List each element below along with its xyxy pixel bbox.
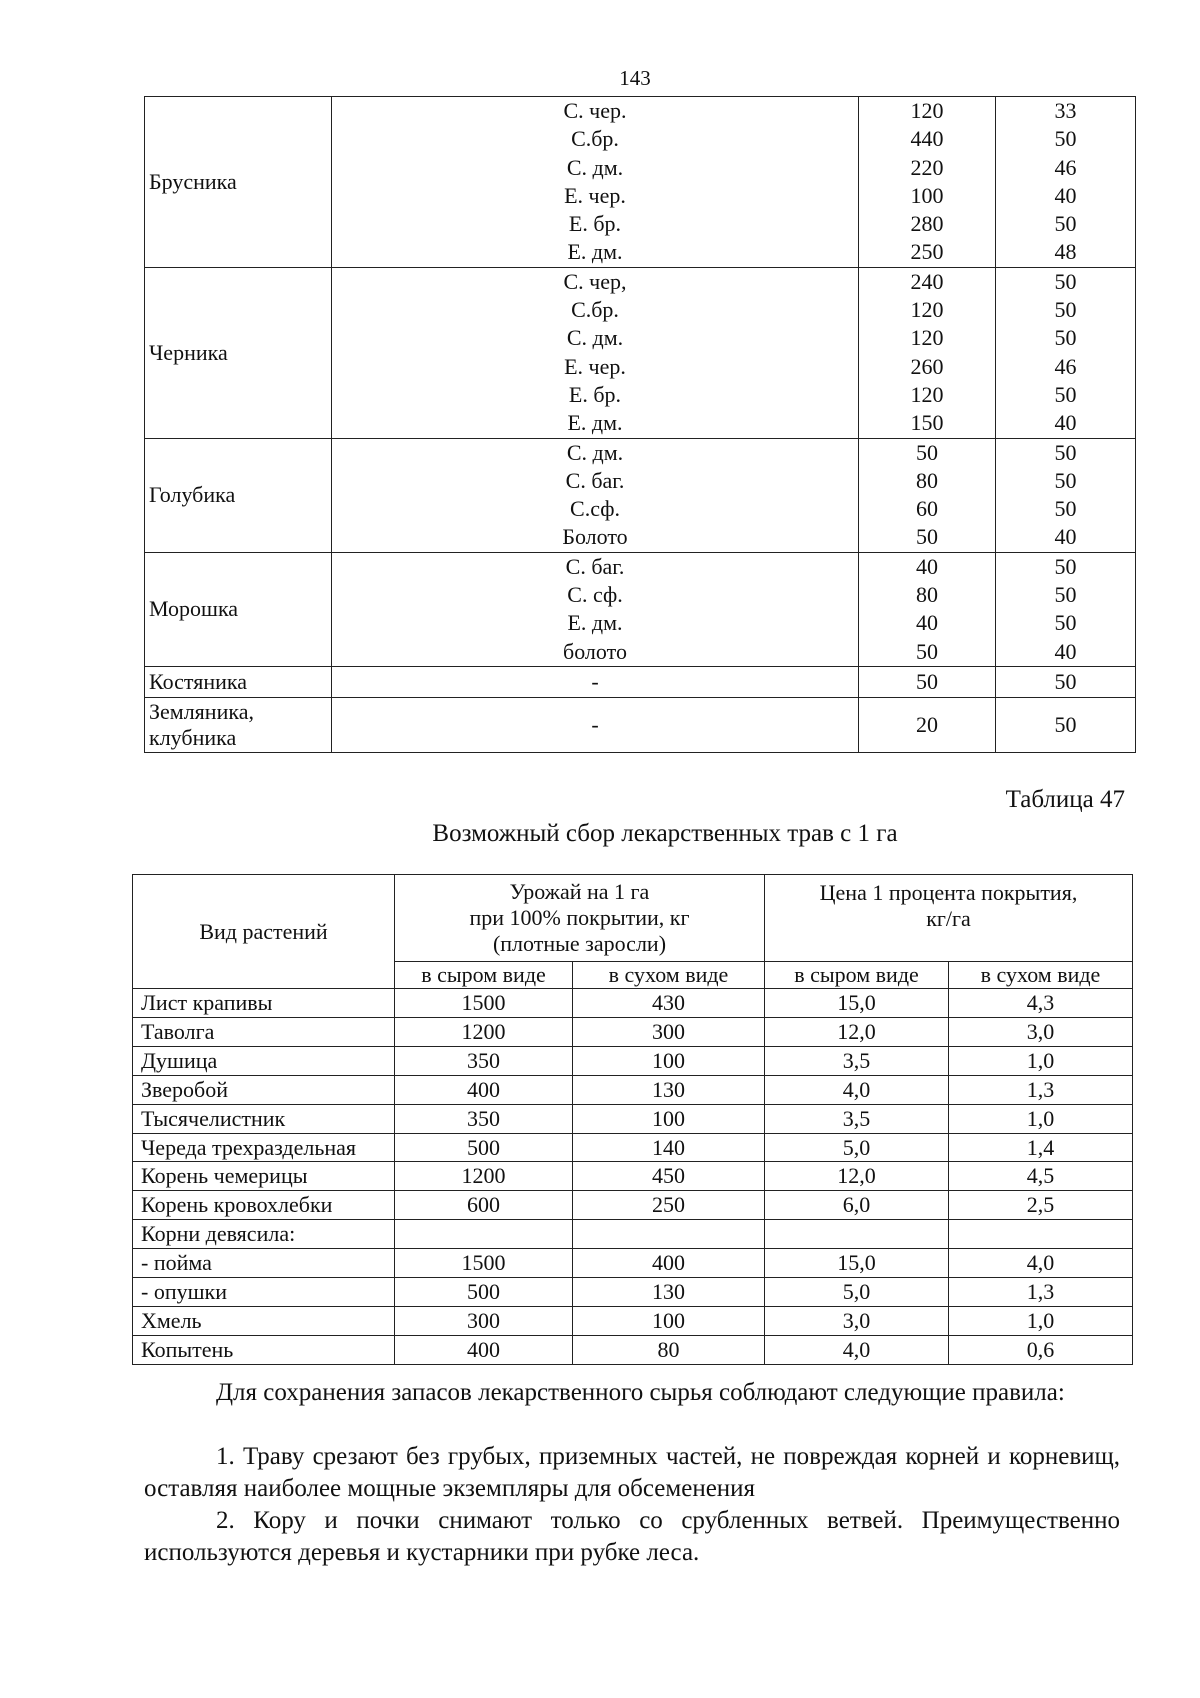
yield-dry: 100: [573, 1306, 765, 1335]
price-raw-header: в сыром виде: [765, 962, 949, 989]
forest-type: С. баг.: [565, 467, 625, 493]
berry-yield-table: [144, 96, 1136, 753]
value-a: 120: [910, 325, 944, 351]
price-raw: 15,0: [765, 1249, 949, 1278]
value-a-cell: [859, 438, 996, 552]
yield-raw-header: в сыром виде: [395, 962, 573, 989]
berry-name: Черника: [145, 267, 332, 438]
price-header-line: кг/га: [926, 906, 971, 931]
value-b: 40: [1054, 638, 1077, 664]
value-a: 80: [916, 582, 938, 608]
value-a: 50: [916, 439, 938, 465]
value-a: 150: [910, 410, 944, 436]
forest-type: С.бр.: [571, 297, 619, 323]
yield-raw: [395, 1220, 573, 1249]
value-a: 60: [916, 496, 938, 522]
value-a: 440: [910, 126, 944, 152]
value-a: 20: [859, 697, 996, 752]
forest-type: С. чер.: [563, 98, 627, 123]
herb-name: Корень чемерицы: [133, 1162, 395, 1191]
yield-dry: 450: [573, 1162, 765, 1191]
value-b-cell: [996, 552, 1136, 666]
price-dry: 1,0: [949, 1306, 1133, 1335]
herb-name: Зверобой: [133, 1075, 395, 1104]
value-b: 50: [1054, 325, 1077, 351]
price-header-line: Цена 1 процента покрытия,: [819, 880, 1078, 905]
forest-type: С.бр.: [571, 126, 619, 152]
forest-type: Е. дм.: [567, 239, 623, 265]
yield-header: [395, 875, 765, 962]
value-b: 48: [1054, 239, 1077, 265]
berry-name-line: клубника: [149, 724, 237, 750]
yield-raw: 350: [395, 1046, 573, 1075]
herb-name: Копытень: [133, 1335, 395, 1364]
table-row: [145, 697, 1136, 752]
yield-raw: 300: [395, 1306, 573, 1335]
table-row: [133, 1191, 1133, 1220]
yield-dry: 140: [573, 1133, 765, 1162]
table-row: [133, 989, 1133, 1018]
value-b: 33: [1054, 98, 1077, 123]
value-a: 260: [910, 353, 944, 379]
price-dry: 4,0: [949, 1249, 1133, 1278]
forest-type-cell: [332, 438, 859, 552]
price-dry: 1,3: [949, 1278, 1133, 1307]
value-a: 250: [910, 239, 944, 265]
herb-table-body: [133, 989, 1133, 1365]
berry-name: Брусника: [145, 97, 332, 268]
herb-name: Душица: [133, 1046, 395, 1075]
forest-type: С. чер,: [563, 268, 627, 294]
table-row: [133, 1220, 1133, 1249]
value-a: 100: [910, 182, 944, 208]
price-raw: [765, 1220, 949, 1249]
paragraph: 2. Кору и почки снимают только со срубленных ветвей. Преимущественно используются деревья и кустарники при рубке леса.: [144, 1507, 1120, 1566]
forest-type: С. дм.: [566, 439, 624, 465]
forest-type: Болото: [562, 524, 628, 550]
value-a: 40: [916, 553, 938, 579]
forest-type: -: [332, 697, 859, 752]
yield-raw: 1200: [395, 1162, 573, 1191]
value-b: 50: [1054, 381, 1077, 407]
forest-type: С. сф.: [567, 582, 623, 608]
yield-dry: 430: [573, 989, 765, 1018]
value-a: 80: [916, 467, 938, 493]
price-dry: 4,3: [949, 989, 1133, 1018]
yield-raw: 1200: [395, 1017, 573, 1046]
herb-name: Таволга: [133, 1017, 395, 1046]
herb-yield-table: [132, 874, 1133, 1365]
price-raw: 15,0: [765, 989, 949, 1018]
berry-name: Костяника: [145, 666, 332, 697]
price-raw: 3,5: [765, 1046, 949, 1075]
price-header: [765, 875, 1133, 962]
forest-type: Е. бр.: [568, 381, 622, 407]
table-row: [133, 1046, 1133, 1075]
forest-type: Е. дм.: [567, 610, 623, 636]
herb-name: - опушки: [133, 1278, 395, 1307]
value-b: 50: [1054, 268, 1077, 294]
price-raw: 5,0: [765, 1133, 949, 1162]
price-raw: 12,0: [765, 1017, 949, 1046]
forest-type: Е. чер.: [564, 182, 626, 208]
value-a: 40: [916, 610, 938, 636]
price-dry: [949, 1220, 1133, 1249]
value-b: 46: [1054, 353, 1077, 379]
value-a: 50: [916, 638, 938, 664]
value-b: 50: [1054, 582, 1077, 608]
yield-dry: 80: [573, 1335, 765, 1364]
value-b: 50: [1054, 297, 1077, 323]
yield-dry: 100: [573, 1046, 765, 1075]
herb-name: Корни девясила:: [133, 1220, 395, 1249]
value-b-cell: [996, 267, 1136, 438]
yield-dry: 250: [573, 1191, 765, 1220]
table-row: [145, 666, 1136, 697]
yield-raw: 1500: [395, 989, 573, 1018]
value-b: 50: [1054, 126, 1077, 152]
table-row: [133, 1335, 1133, 1364]
table-row: [145, 97, 1136, 268]
herb-name: Лист крапивы: [133, 989, 395, 1018]
yield-raw: 400: [395, 1075, 573, 1104]
yield-raw: 1500: [395, 1249, 573, 1278]
price-dry: 0,6: [949, 1335, 1133, 1364]
value-a: 50: [859, 666, 996, 697]
value-b: 40: [1054, 410, 1077, 436]
table-row: [133, 1306, 1133, 1335]
value-b: 50: [1054, 496, 1077, 522]
price-dry: 2,5: [949, 1191, 1133, 1220]
forest-type: С. баг.: [565, 553, 625, 579]
paragraph: Для сохранения запасов лекарственного сырья соблюдают следующие правила:: [216, 1379, 1065, 1406]
species-header: Вид растений: [133, 875, 395, 989]
forest-type: С. дм.: [566, 325, 624, 351]
price-dry: 4,5: [949, 1162, 1133, 1191]
value-a: 280: [910, 211, 944, 237]
value-b-cell: [996, 438, 1136, 552]
value-b: 50: [1054, 211, 1077, 237]
value-b: 46: [1054, 154, 1077, 180]
berry-name: Морошка: [145, 552, 332, 666]
price-dry: 1,0: [949, 1104, 1133, 1133]
table-label: Таблица 47: [1005, 786, 1125, 813]
value-a-cell: [859, 97, 996, 268]
value-a-cell: [859, 267, 996, 438]
forest-type: болото: [563, 638, 627, 664]
yield-raw: 500: [395, 1278, 573, 1307]
forest-type-cell: [332, 552, 859, 666]
value-a: 120: [910, 98, 944, 123]
herb-name: Хмель: [133, 1306, 395, 1335]
value-b: 50: [996, 697, 1136, 752]
price-dry: 3,0: [949, 1017, 1133, 1046]
table-row: [133, 1278, 1133, 1307]
yield-header-line: Урожай на 1 га: [509, 879, 650, 904]
price-dry: 1,4: [949, 1133, 1133, 1162]
value-b: 50: [996, 666, 1136, 697]
value-a-cell: [859, 552, 996, 666]
price-raw: 12,0: [765, 1162, 949, 1191]
yield-dry: 100: [573, 1104, 765, 1133]
table-row: [133, 1133, 1133, 1162]
table-row: [133, 1104, 1133, 1133]
table-row: [133, 1162, 1133, 1191]
value-b-cell: [996, 97, 1136, 268]
price-raw: 4,0: [765, 1335, 949, 1364]
berry-name: [145, 697, 332, 752]
yield-raw: 500: [395, 1133, 573, 1162]
forest-type-cell: [332, 267, 859, 438]
yield-dry: 130: [573, 1075, 765, 1104]
table-row: [133, 1017, 1133, 1046]
price-dry: 1,0: [949, 1046, 1133, 1075]
berry-name-line: Земляника,: [149, 698, 254, 724]
value-a: 50: [916, 524, 938, 550]
table-row: [145, 438, 1136, 552]
value-b: 50: [1054, 467, 1077, 493]
value-b: 50: [1054, 610, 1077, 636]
yield-raw: 350: [395, 1104, 573, 1133]
price-raw: 3,5: [765, 1104, 949, 1133]
page-number: 143: [619, 66, 651, 90]
herb-name: Корень кровохлебки: [133, 1191, 395, 1220]
herb-name: Череда трехраздельная: [133, 1133, 395, 1162]
yield-raw: 600: [395, 1191, 573, 1220]
table-row: [145, 552, 1136, 666]
yield-header-line: (плотные заросли): [492, 931, 667, 956]
herb-name: - пойма: [133, 1249, 395, 1278]
berry-name: Голубика: [145, 438, 332, 552]
yield-dry-header: в сухом виде: [573, 962, 765, 989]
herb-name: Тысячелистник: [133, 1104, 395, 1133]
forest-type: -: [332, 666, 859, 697]
value-a: 240: [910, 268, 944, 294]
table-header-row: [133, 875, 1133, 962]
price-raw: 6,0: [765, 1191, 949, 1220]
yield-raw: 400: [395, 1335, 573, 1364]
table-row: [145, 267, 1136, 438]
value-b: 40: [1054, 182, 1077, 208]
value-a: 120: [910, 381, 944, 407]
price-dry-header: в сухом виде: [949, 962, 1133, 989]
price-dry: 1,3: [949, 1075, 1133, 1104]
forest-type: С.сф.: [570, 496, 620, 522]
yield-dry: 400: [573, 1249, 765, 1278]
value-a: 220: [910, 154, 944, 180]
forest-type: С. дм.: [566, 154, 624, 180]
forest-type: Е. чер.: [564, 353, 626, 379]
forest-type: Е. бр.: [568, 211, 622, 237]
price-raw: 3,0: [765, 1306, 949, 1335]
forest-type: Е. дм.: [567, 410, 623, 436]
yield-dry: 130: [573, 1278, 765, 1307]
yield-dry: [573, 1220, 765, 1249]
value-b: 50: [1054, 439, 1077, 465]
price-raw: 4,0: [765, 1075, 949, 1104]
yield-dry: 300: [573, 1017, 765, 1046]
table-row: [133, 1249, 1133, 1278]
paragraph: 1. Траву срезают без грубых, приземных частей, не повреждая корней и корневищ, оставляя наиболее мощные экземпляры для обсеменения: [144, 1443, 1120, 1502]
value-b: 50: [1054, 553, 1077, 579]
value-b: 40: [1054, 524, 1077, 550]
table-row: [133, 1075, 1133, 1104]
forest-type-cell: [332, 97, 859, 268]
price-raw: 5,0: [765, 1278, 949, 1307]
value-a: 120: [910, 297, 944, 323]
yield-header-line: при 100% покрытии, кг: [469, 905, 690, 930]
table-title: Возможный сбор лекарственных трав с 1 га: [432, 820, 898, 847]
